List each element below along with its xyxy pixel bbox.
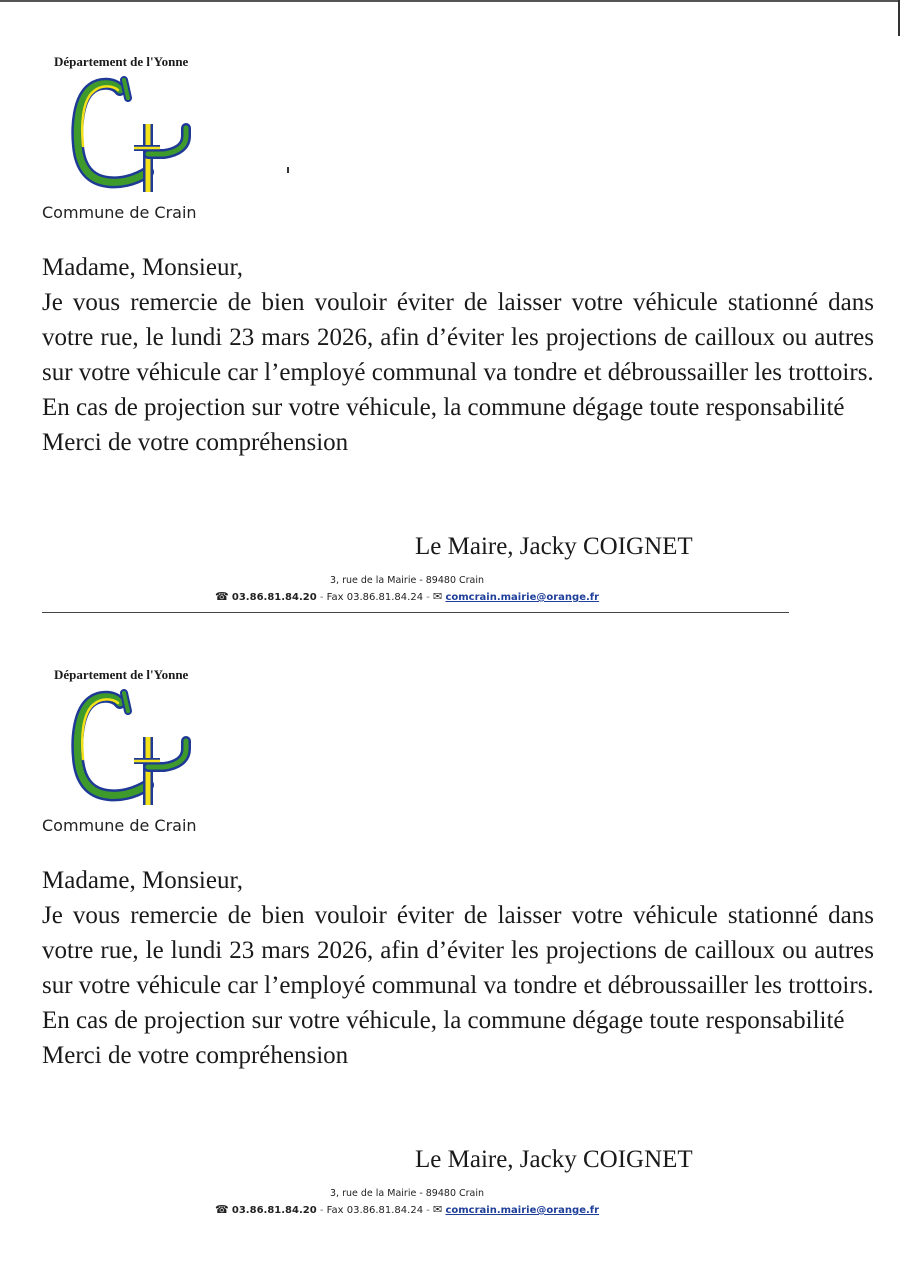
letter-copy-1 [0,0,900,620]
department-heading: Département de l'Yonne [54,667,189,682]
contact-line: ☎ 03.86.81.84.20 - Fax 03.86.81.84.24 - ✉ comcrain.mairie@orange.fr [215,1203,600,1216]
contact-line: ☎ 03.86.81.84.20 - Fax 03.86.81.84.24 - ✉ comcrain.mairie@orange.fr [215,590,600,603]
paragraph-request: Je vous remercie de bien vouloir éviter de laisser votre véhicule stationné dans votre rue, le lundi 23 mars 2026, afin d’éviter les projections de cailloux ou autres sur votre véhicule car l’employé communal va tondre et débroussailler les trottoirs. [42,289,874,386]
phone-number: 03.86.81.84.20 [231,592,317,603]
phone-number: 03.86.81.84.20 [231,1205,317,1216]
closing-line: Merci de votre compréhension [42,429,349,456]
closing-line: Merci de votre compréhension [42,1042,349,1069]
letter-copy-2 [0,613,900,1233]
paragraph-liability: En cas de projection sur votre véhicule, la commune dégage toute responsabilité [42,1007,845,1034]
commune-logo [68,76,192,194]
fax-number: Fax 03.86.81.84.24 [326,592,424,603]
envelope-icon: ✉ [433,590,443,603]
telephone-icon: ☎ [215,590,229,603]
envelope-icon: ✉ [433,1203,443,1216]
letter-body [42,250,874,460]
town-hall-address: 3, rue de la Mairie - 89480 Crain [330,575,485,586]
town-hall-address: 3, rue de la Mairie - 89480 Crain [330,1188,485,1199]
department-heading: Département de l'Yonne [54,54,189,69]
fax-number: Fax 03.86.81.84.24 [326,1205,424,1216]
salutation: Madame, Monsieur, [42,867,244,894]
commune-logo [68,689,192,807]
commune-name: Commune de Crain [42,816,197,835]
email-link[interactable]: comcrain.mairie@orange.fr [445,1205,600,1216]
salutation: Madame, Monsieur, [42,254,244,281]
mayor-signature: Le Maire, Jacky COIGNET [415,1146,693,1173]
paragraph-request: Je vous remercie de bien vouloir éviter de laisser votre véhicule stationné dans votre rue, le lundi 23 mars 2026, afin d’éviter les projections de cailloux ou autres sur votre véhicule car l’employé communal va tondre et débroussailler les trottoirs. [42,902,874,999]
paragraph-liability: En cas de projection sur votre véhicule, la commune dégage toute responsabilité [42,394,845,421]
email-link[interactable]: comcrain.mairie@orange.fr [445,592,600,603]
telephone-icon: ☎ [215,1203,229,1216]
mayor-signature: Le Maire, Jacky COIGNET [415,533,693,560]
letter-body [42,863,874,1073]
commune-name: Commune de Crain [42,203,197,222]
